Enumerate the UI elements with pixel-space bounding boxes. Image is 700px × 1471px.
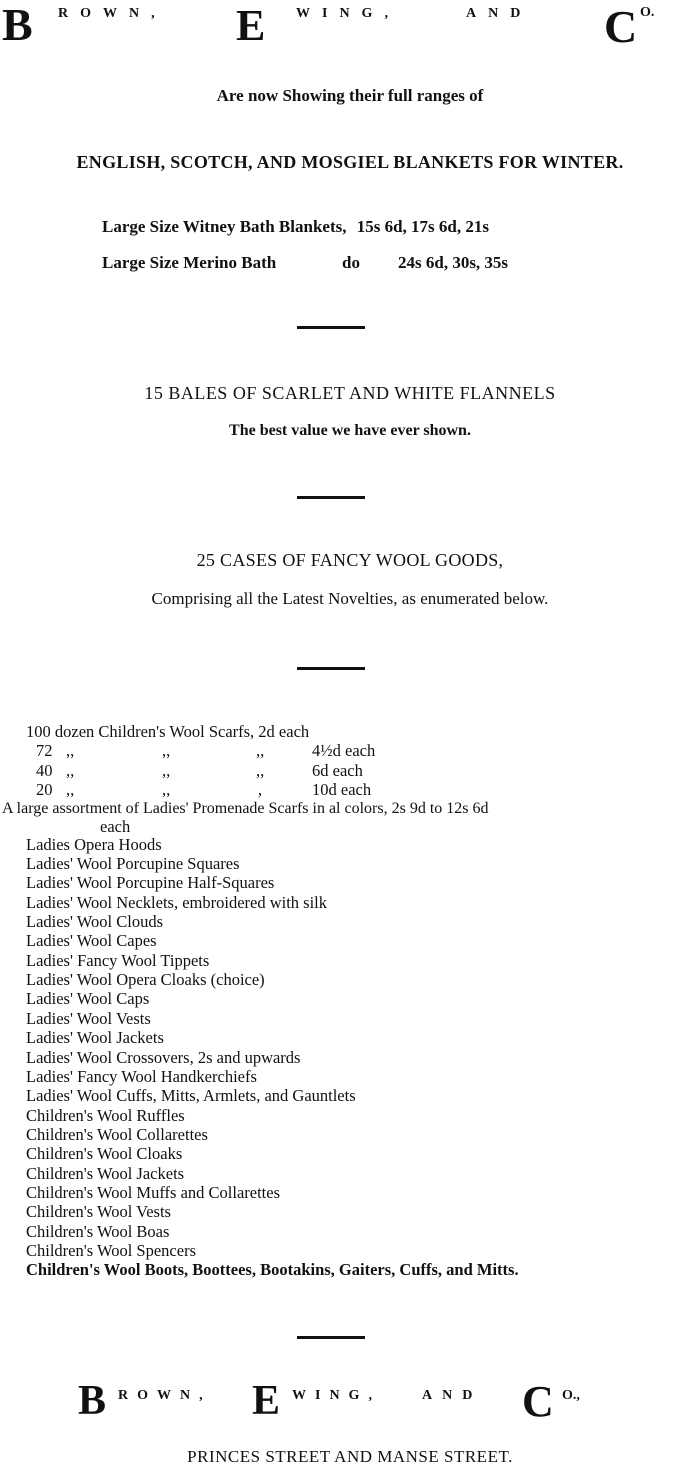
goods-list [2,722,519,1280]
footer-initial-c: C [522,1377,554,1426]
list-item: Ladies Opera Hoods [26,834,162,854]
ditto-mark: , [258,780,263,800]
flannels-heading: 15 BALES OF SCARLET AND WHITE FLANNELS [144,383,556,403]
fancy-heading: 25 CASES OF FANCY WOOL GOODS, [196,550,504,570]
list-item: Ladies' Wool Cuffs, Mitts, Armlets, and Gauntlets [26,1086,356,1106]
masthead-initial-e: E [236,1,266,50]
ditto-mark: ,, [162,780,171,800]
divider-rule-4 [297,1336,365,1339]
blankets-line-1 [102,217,489,236]
ditto-mark: ,, [256,741,265,761]
promenade-continuation: each [100,816,131,836]
footer-address: PRINCES STREET AND MANSE STREET. [187,1447,513,1466]
scarf-row-4 [26,780,519,799]
list-item: Children's Wool Collarettes [26,1124,208,1144]
list-item: Children's Wool Boots, Boottees, Bootakins, Gaiters, Cuffs, and Mitts. [26,1260,519,1280]
list-item: Children's Wool Cloaks [26,1144,183,1164]
blankets-line-1-item: Large Size Witney Bath Blankets, [102,217,347,236]
masthead-initial-c: C [604,1,638,52]
masthead-brown-rest: ROWN, [58,6,167,21]
masthead-initial-b: B [2,0,33,50]
scarf-qty: 40 [36,760,53,780]
fancy-subtext: Comprising all the Latest Novelties, as enumerated below. [151,589,549,608]
scarf-row-3 [26,761,519,780]
list-item: Children's Wool Jackets [26,1163,185,1183]
blankets-line-2-prices: 24s 6d, 30s, 35s [398,253,509,272]
flannels-subtext: The best value we have ever shown. [229,422,471,439]
ditto-mark: ,, [66,780,75,800]
scarf-qty: 20 [36,780,53,800]
list-item: Ladies' Wool Vests [26,1008,151,1028]
list-item: Ladies' Fancy Wool Tippets [26,950,210,970]
masthead-ewing-rest: WING, [296,6,400,21]
blankets-line-1-prices: 15s 6d, 17s 6d, 21s [356,217,489,236]
ditto-mark: ,, [162,760,171,780]
list-item: Children's Wool Boas [26,1221,170,1241]
ditto-mark: ,, [66,741,75,761]
list-item: Ladies' Wool Porcupine Half-Squares [26,873,275,893]
blankets-line-2-ditto: do [342,253,360,272]
blankets-line-2-item: Large Size Merino Bath [102,253,277,272]
list-item: Ladies' Wool Jackets [26,1028,164,1048]
ditto-mark: ,, [162,741,171,761]
masthead-co-rest: O. [640,5,655,20]
scarf-qty: 72 [36,741,53,761]
divider-rule-2 [297,496,365,499]
scarf-price: 6d each [312,760,363,780]
footer-and: AND [422,1388,483,1403]
list-item: Ladies' Wool Porcupine Squares [26,854,240,874]
list-item: Children's Wool Vests [26,1202,171,1222]
footer-initial-e: E [252,1378,281,1424]
list-item: Ladies' Wool Caps [26,989,150,1009]
ditto-mark: ,, [256,760,265,780]
list-item: Ladies' Wool Capes [26,931,157,951]
items-list [26,835,519,1280]
scarf-price: 4½d each [312,741,376,761]
list-item: Ladies' Wool Opera Cloaks (choice) [26,970,265,990]
footer-co-rest: O., [562,1388,580,1403]
list-item: Children's Wool Muffs and Collarettes [26,1182,281,1202]
list-item: Ladies' Fancy Wool Handkerchiefs [26,1066,257,1086]
blankets-heading: ENGLISH, SCOTCH, AND MOSGIEL BLANKETS FOR WINTER. [76,152,624,172]
scarf-row-1 [26,722,519,741]
promenade-line: A large assortment of Ladies' Promenade Scarfs in al colors, 2s 9d to 12s 6d [2,800,489,818]
intro-text: Are now Showing their full ranges of [216,86,484,105]
list-item: Ladies' Wool Clouds [26,912,164,932]
list-item: Children's Wool Spencers [26,1240,196,1260]
list-item: Children's Wool Ruffles [26,1105,185,1125]
blankets-line-2 [102,253,509,272]
scarf-row-2 [26,741,519,760]
divider-rule-1 [297,326,365,329]
scarf-qty: 100 [26,722,51,741]
masthead-bottom [0,1378,700,1428]
footer-initial-b: B [78,1378,107,1424]
list-item: Ladies' Wool Crossovers, 2s and upwards [26,1047,301,1067]
masthead-top [0,0,700,50]
footer-brown-rest: ROWN, [118,1388,212,1403]
scarf-price: 10d each [312,780,372,800]
ditto-mark: ,, [66,760,75,780]
list-item: Ladies' Wool Necklets, embroidered with silk [26,892,328,912]
divider-rule-3 [297,667,365,670]
footer-ewing-rest: WING, [292,1388,381,1403]
scarf-desc: dozen Children's Wool Scarfs, 2d each [54,722,310,741]
masthead-and: AND [466,6,533,21]
